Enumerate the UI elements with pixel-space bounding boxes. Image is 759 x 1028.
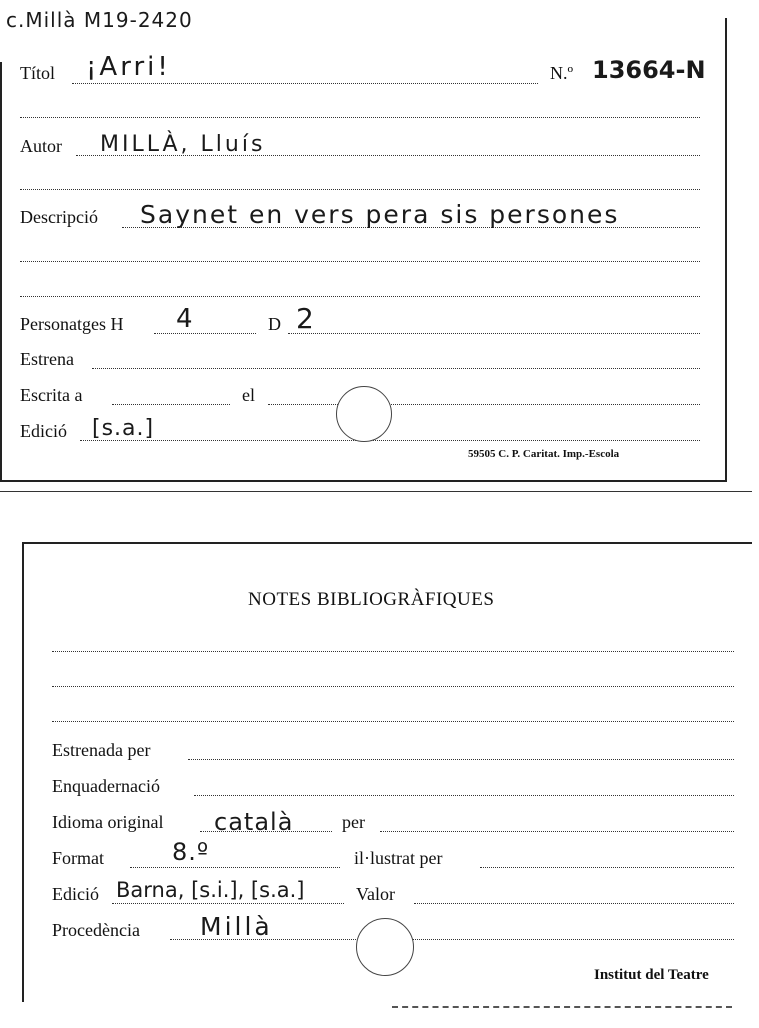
autor-label: Autor: [20, 136, 62, 156]
estrenada-line: [188, 759, 734, 760]
idioma-value: català: [214, 808, 294, 836]
personatges-label: Personatges H: [20, 314, 124, 334]
d-label: D: [268, 314, 281, 334]
punch-hole-bottom: [356, 918, 414, 976]
format-label: Format: [52, 848, 104, 868]
bottom-edicio-line: [112, 903, 344, 904]
d-line: [288, 333, 700, 334]
descripcio-label: Descripció: [20, 207, 98, 227]
notes-line-3: [52, 721, 734, 722]
h-line: [154, 333, 256, 334]
format-line: [130, 867, 340, 868]
valor-label: Valor: [356, 884, 395, 904]
blank-line-1: [20, 117, 700, 118]
valor-line: [414, 903, 734, 904]
titol-line: [72, 83, 538, 84]
bottom-edicio-value: Barna, [s.i.], [s.a.]: [116, 878, 305, 902]
el-line: [268, 404, 700, 405]
punch-hole-top: [336, 386, 392, 442]
top-card: [0, 0, 759, 500]
procedencia-value: Millà: [200, 912, 273, 941]
illustrat-label: il·lustrat per: [354, 848, 443, 868]
estrena-line: [92, 368, 700, 369]
descripcio-value: Saynet en vers pera sis persones: [140, 200, 620, 229]
top-card-left-edge: [0, 62, 2, 482]
blank-line-3: [20, 261, 700, 262]
bottom-card: [0, 500, 759, 1028]
estrena-label: Estrena: [20, 349, 74, 369]
escrita-line: [112, 404, 230, 405]
notes-line-2: [52, 686, 734, 687]
blank-line-4: [20, 296, 700, 297]
el-label: el: [242, 385, 255, 405]
titol-label: Títol: [20, 63, 55, 83]
bottom-scan-edge: [392, 1006, 732, 1008]
idioma-label: Idioma original: [52, 812, 164, 832]
format-value: 8.º: [172, 838, 210, 866]
per-line: [380, 831, 734, 832]
estrenada-label: Estrenada per: [52, 740, 151, 760]
top-card-bottom-edge: [0, 480, 726, 482]
edicio-label: Edició: [20, 421, 67, 441]
notes-heading: NOTES BIBLIOGRÀFIQUES: [248, 589, 495, 610]
bottom-card-top-edge: [22, 542, 752, 544]
h-value: 4: [176, 304, 194, 334]
illustrat-line: [480, 867, 734, 868]
blank-line-2: [20, 189, 700, 190]
edicio-value: [s.a.]: [92, 416, 155, 441]
bottom-edicio-label: Edició: [52, 884, 99, 904]
per-label: per: [342, 812, 365, 832]
edicio-line: [80, 440, 700, 441]
page-divider: [0, 491, 752, 492]
top-card-right-edge: [725, 18, 727, 482]
numero-value: 13664-N: [592, 56, 706, 84]
printer-imprint: 59505 C. P. Caritat. Imp.-Escola: [468, 448, 620, 460]
d-value: 2: [296, 302, 315, 335]
escrita-label: Escrita a: [20, 385, 83, 405]
procedencia-label: Procedència: [52, 920, 140, 940]
numero-label: N.º: [550, 63, 574, 83]
catalog-reference: c.Millà M19-2420: [6, 8, 193, 32]
bottom-card-left-edge: [22, 542, 24, 1002]
enquadernacio-label: Enquadernació: [52, 776, 160, 796]
autor-value: MILLÀ, Lluís: [100, 132, 266, 157]
notes-line-1: [52, 651, 734, 652]
institution-stamp: Institut del Teatre: [594, 967, 709, 983]
enquadernacio-line: [194, 795, 734, 796]
titol-value: ¡Arri!: [86, 52, 171, 82]
